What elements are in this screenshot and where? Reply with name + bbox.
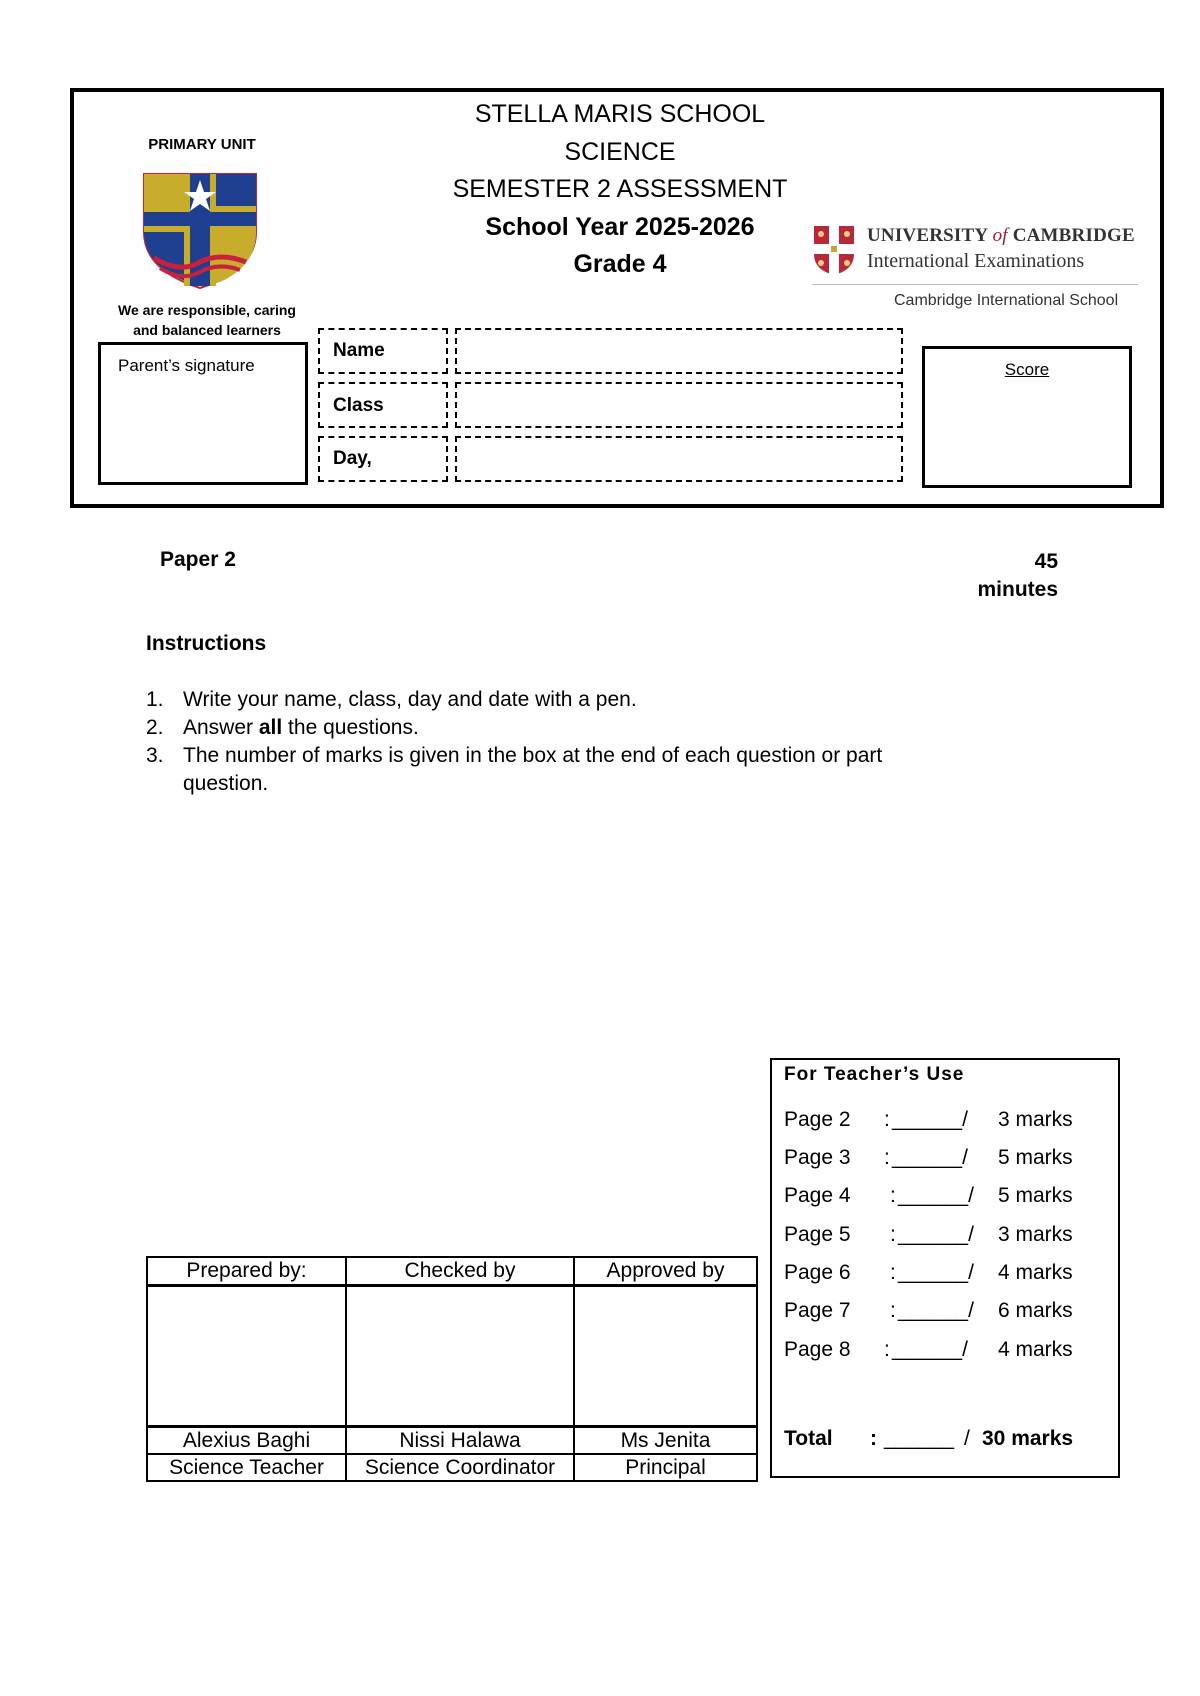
total-marks: 30 marks: [982, 1427, 1074, 1450]
score-label: Score: [1004, 360, 1050, 379]
day-field[interactable]: [455, 436, 903, 482]
row-colon: :: [890, 1299, 896, 1322]
signoff-header-prepared: Prepared by:: [147, 1257, 346, 1286]
total-slash: /: [964, 1427, 970, 1450]
name-label: Name: [333, 340, 385, 361]
row-colon: :: [890, 1223, 896, 1246]
duration: [900, 548, 1058, 604]
school-year: School Year 2025-2026: [485, 212, 755, 241]
total-label: Total: [784, 1427, 833, 1450]
row-colon: :: [884, 1146, 890, 1169]
row-blank[interactable]: ______/: [898, 1261, 974, 1284]
signoff-name-prepared: Alexius Baghi: [147, 1427, 346, 1455]
row-colon: :: [884, 1338, 890, 1361]
row-marks: 6 marks: [998, 1299, 1073, 1322]
row-blank[interactable]: ______/: [892, 1338, 968, 1361]
motto-line-1: We are responsible, caring: [118, 302, 296, 318]
instruction-text-cont: question.: [183, 772, 269, 795]
signoff-role-prepared: Science Teacher: [147, 1454, 346, 1481]
instruction-item: [146, 742, 1016, 798]
instruction-item: [146, 714, 1016, 742]
instruction-text-pre: Answer: [183, 716, 259, 739]
instruction-item: [146, 686, 1016, 714]
signoff-role-approved: Principal: [574, 1454, 757, 1481]
instruction-text-bold: all: [258, 716, 283, 739]
row-page: Page 4: [784, 1184, 851, 1207]
school-motto: [96, 300, 318, 340]
cambridge-school-label: Cambridge International School: [894, 292, 1119, 309]
row-page: Page 3: [784, 1146, 851, 1169]
row-blank[interactable]: ______/: [892, 1146, 968, 1169]
unit-label: PRIMARY UNIT: [148, 136, 256, 153]
day-label-box: [318, 436, 448, 482]
instruction-number: 2.: [146, 716, 164, 739]
name-field[interactable]: [455, 328, 903, 374]
instruction-number: 3.: [146, 744, 164, 767]
signoff-name-approved: Ms Jenita: [574, 1427, 757, 1455]
cambridge-shield-icon: [812, 224, 856, 276]
cambridge-of: of: [992, 225, 1008, 246]
title-block: [360, 96, 880, 284]
day-label: Day,: [333, 448, 372, 469]
signoff-header-checked: Checked by: [346, 1257, 574, 1286]
instruction-number: 1.: [146, 688, 164, 711]
row-marks: 4 marks: [998, 1338, 1073, 1361]
motto-line-2: and balanced learners: [133, 322, 281, 338]
class-label-box: [318, 382, 448, 428]
cambridge-logo: [812, 220, 1138, 320]
row-page: Page 5: [784, 1223, 851, 1246]
class-field[interactable]: [455, 382, 903, 428]
row-marks: 3 marks: [998, 1108, 1073, 1131]
instruction-text-post: the questions.: [282, 716, 419, 739]
cambridge-divider: [812, 284, 1138, 285]
signoff-signature-checked[interactable]: [346, 1286, 574, 1427]
cambridge-word: CAMBRIDGE: [1012, 225, 1135, 246]
row-blank[interactable]: ______/: [898, 1223, 974, 1246]
row-blank[interactable]: ______/: [898, 1184, 974, 1207]
cambridge-subtitle: International Examinations: [867, 250, 1085, 272]
signoff-role-checked: Science Coordinator: [346, 1454, 574, 1481]
cambridge-name: [867, 225, 1135, 247]
row-marks: 3 marks: [998, 1223, 1073, 1246]
instructions-heading: Instructions: [146, 632, 267, 655]
signoff-header-approved: Approved by: [574, 1257, 757, 1286]
school-crest-logo: [140, 166, 260, 290]
row-blank[interactable]: ______/: [892, 1108, 968, 1131]
row-page: Page 7: [784, 1299, 851, 1322]
row-page: Page 8: [784, 1338, 851, 1361]
total-colon: :: [870, 1427, 877, 1450]
total-blank[interactable]: ______: [884, 1427, 955, 1450]
school-name: STELLA MARIS SCHOOL: [474, 100, 766, 128]
subject-title: SCIENCE: [564, 137, 676, 166]
row-blank[interactable]: ______/: [898, 1299, 974, 1322]
row-page: Page 6: [784, 1261, 851, 1284]
parent-signature-label: Parent’s signature: [118, 356, 255, 375]
assessment-title: SEMESTER 2 ASSESSMENT: [452, 175, 788, 203]
signoff-name-checked: Nissi Halawa: [346, 1427, 574, 1455]
duration-unit: minutes: [977, 578, 1058, 601]
row-colon: :: [890, 1261, 896, 1284]
row-colon: :: [890, 1184, 896, 1207]
row-marks: 4 marks: [998, 1261, 1073, 1284]
teacher-use-heading: For Teacher’s Use: [784, 1064, 965, 1085]
instructions-list: [146, 686, 1016, 798]
instruction-text: The number of marks is given in the box at the end of each question or part: [183, 744, 883, 767]
duration-value: 45: [1034, 550, 1058, 573]
row-marks: 5 marks: [998, 1146, 1073, 1169]
cambridge-university: UNIVERSITY: [867, 225, 988, 246]
row-page: Page 2: [784, 1108, 851, 1131]
paper-label: Paper 2: [160, 548, 236, 571]
grade-label: Grade 4: [573, 250, 667, 278]
signoff-signature-prepared[interactable]: [147, 1286, 346, 1427]
row-marks: 5 marks: [998, 1184, 1073, 1207]
row-colon: :: [884, 1108, 890, 1131]
name-label-box: [318, 328, 448, 374]
signoff-signature-approved[interactable]: [574, 1286, 757, 1427]
signoff-table: [146, 1256, 758, 1482]
class-label: Class: [333, 395, 384, 416]
instruction-text: Write your name, class, day and date with a pen.: [183, 688, 637, 711]
